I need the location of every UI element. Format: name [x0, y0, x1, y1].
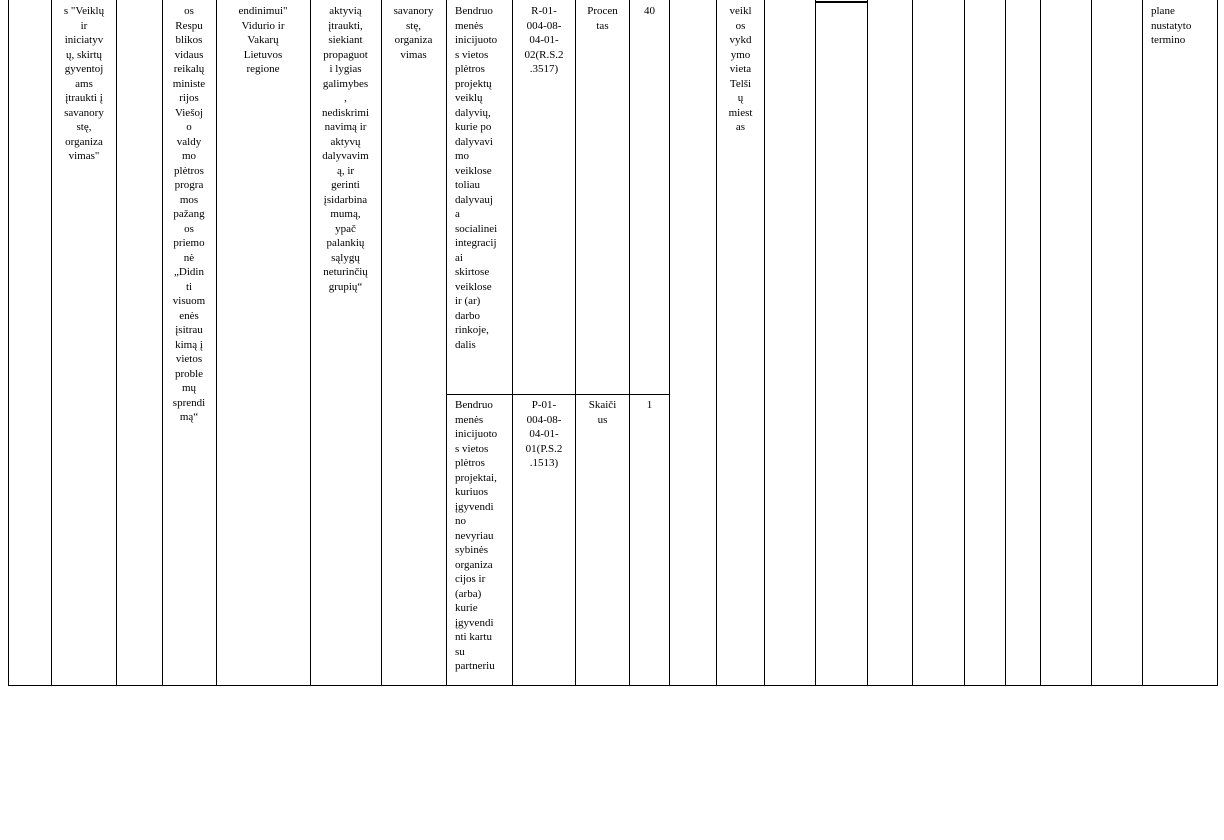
indicator-code-cell: P-01- 004-08- 04-01- 01(P.S.2 .1513)	[525, 399, 563, 469]
column-rule	[1040, 0, 1041, 686]
column-rule	[216, 0, 217, 686]
program-measure-cell: os Respu blikos vidaus reikalų ministe rijos Viešoj o valdy mo plėtros progra mos pažang os priemo nė „Didin ti visuom enės įsitrau kimą į vietos proble mų sprendi mą“	[172, 5, 206, 423]
column-rule	[1142, 0, 1143, 686]
deadline-note-cell: plane nustatyto termino	[1151, 5, 1192, 46]
row-divider	[446, 394, 670, 395]
column-rule	[867, 0, 868, 686]
column-rule	[629, 0, 630, 686]
column-rule	[310, 0, 311, 686]
column-rule	[8, 0, 9, 686]
column-rule	[162, 0, 163, 686]
column-rule	[964, 0, 965, 686]
column-rule	[1217, 0, 1218, 686]
target-value-cell: 1	[646, 399, 653, 411]
column-rule	[669, 0, 670, 686]
region-cell: endinimui" Vidurio ir Vakarų Lietuvos regione	[238, 5, 288, 75]
column-rule	[381, 0, 382, 686]
column-rule	[116, 0, 117, 686]
objective-cell: aktyvią įtraukti, siekiant propaguot i lygias galimybes , nediskrimi navimą ir aktyvų dalyvavim ą, ir gerinti įsidarbina mumą, ypač palankių sąlygų neturinčių grupių“	[321, 5, 370, 293]
measurement-unit-cell: Skaiči us	[588, 399, 617, 426]
column-rule	[446, 0, 447, 686]
column-rule	[815, 0, 816, 686]
indicator-name-cell: Bendruo menės inicijuoto s vietos plėtros projektai, kuriuos įgyvendi no nevyriau sybinės organiza cijos ir (arba) kurie įgyvendi nti kartu su partneriu	[455, 399, 498, 672]
column-rule	[716, 0, 717, 686]
column-rule	[512, 0, 513, 686]
column-rule	[1091, 0, 1092, 686]
cell-top-rule	[815, 1, 868, 3]
column-rule	[912, 0, 913, 686]
column-rule	[51, 0, 52, 686]
column-rule	[1005, 0, 1006, 686]
indicator-code-cell: R-01- 004-08- 04-01- 02(R.S.2 .3517)	[524, 5, 564, 75]
activity-location-cell: veikl os vykd ymo vieta Telši ų miest as	[728, 5, 753, 133]
column-rule	[575, 0, 576, 686]
target-value-cell: 40	[644, 5, 655, 17]
activity-name-cell: s "Veiklų ir iniciatyv ų, skirtų gyventoj ams įtraukti į savanory stę, organiza vimas"	[63, 5, 105, 162]
measurement-unit-cell: Procen tas	[587, 5, 618, 32]
activity-type-cell: savanory stę, organiza vimas	[393, 5, 434, 61]
indicator-name-cell: Bendruo menės inicijuoto s vietos plėtros projektų veiklų dalyvių, kurie po dalyvavi mo veiklose toliau dalyvauj a socialinei integracij ai skirtose veiklose ir (ar) darbo rinkoje, dalis	[455, 5, 498, 351]
column-rule	[764, 0, 765, 686]
table-bottom-rule	[8, 685, 1218, 686]
